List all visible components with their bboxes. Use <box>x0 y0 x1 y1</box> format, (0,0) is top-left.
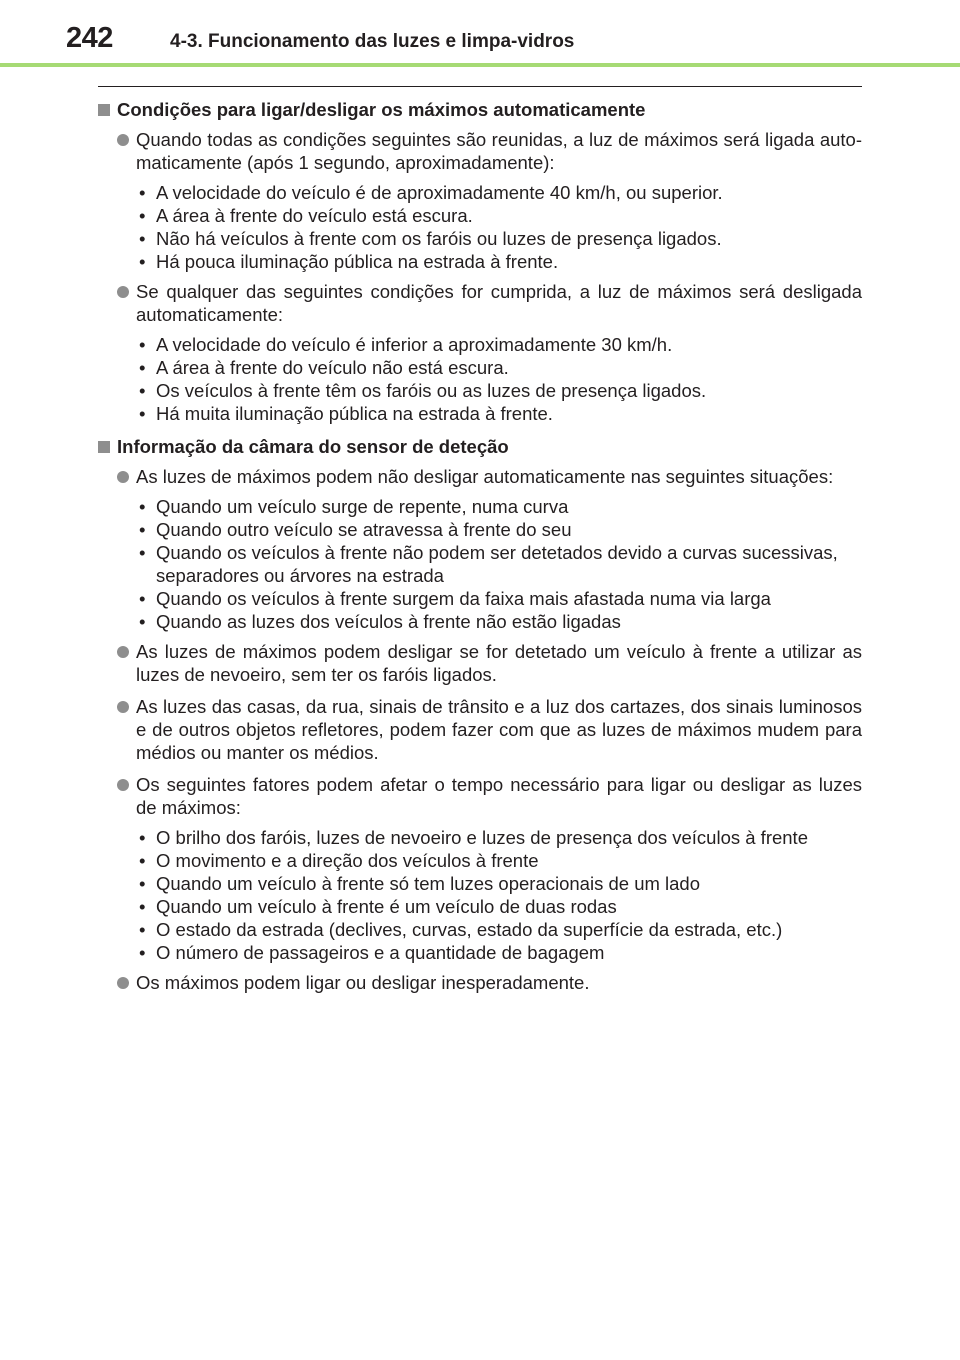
square-bullet-icon <box>98 441 110 453</box>
sub-bullet-item: • A velocidade do veículo é inferior a aproximadamente 30 km/h. <box>139 334 673 355</box>
sub-bullet-item: • O número de passageiros e a quantidade de bagagem <box>139 942 605 963</box>
list-item <box>98 280 862 425</box>
dot-icon: • <box>139 182 146 203</box>
list-item <box>98 128 862 273</box>
list-item <box>98 465 862 633</box>
section-heading <box>98 98 862 121</box>
list-item <box>98 640 862 686</box>
list-item <box>98 695 862 764</box>
section-heading <box>98 435 862 458</box>
sub-bullet-list <box>136 495 862 633</box>
dot-icon: • <box>139 205 146 226</box>
sub-bullet-list <box>136 826 862 964</box>
dot-icon: • <box>139 919 146 940</box>
sub-bullet-item: • O estado da estrada (declives, curvas, estado da superfície da estrada, etc.) <box>139 919 783 940</box>
sub-bullet-item: • Quando outro veículo se atravessa à frente do seu <box>139 519 572 540</box>
sub-bullet-item: • Os veículos à frente têm os faróis ou as luzes de presença ligados. <box>139 380 707 401</box>
section-heading-text: Condições para ligar/desligar os máximos automaticamente <box>117 99 646 120</box>
dot-icon: • <box>139 496 146 517</box>
dot-icon: • <box>139 542 146 563</box>
sub-bullet-item: • Quando os veículos à frente surgem da faixa mais afastada numa via larga <box>139 588 771 609</box>
sub-bullet-item: • Quando um veículo à frente é um veículo de duas rodas <box>139 896 617 917</box>
circle-bullet-icon <box>117 701 129 713</box>
list-item <box>98 773 862 964</box>
item-text: Os seguintes fatores podem afetar o tempo necessário para ligar ou desligar as luzes de máximos: <box>136 774 862 818</box>
sub-bullet-item: • Quando as luzes dos veículos à frente não estão ligadas <box>139 611 621 632</box>
list-item <box>98 971 862 994</box>
sub-bullet-item: • Quando os veículos à frente não podem ser detetados devido a curvas sucessivas, separadores ou árvores na estrada <box>139 542 838 586</box>
dot-icon: • <box>139 519 146 540</box>
dot-icon: • <box>139 228 146 249</box>
circle-bullet-icon <box>117 134 129 146</box>
item-text: As luzes das casas, da rua, sinais de trânsito e a luz dos cartazes, dos sinais luminosos e de outros objetos refletores, podem fazer com que as luzes de máximos mudem para médios ou manter os médios. <box>136 696 862 763</box>
sub-bullet-item: • Não há veículos à frente com os faróis ou luzes de presença ligados. <box>139 228 722 249</box>
circle-bullet-icon <box>117 779 129 791</box>
section-heading-text: Informação da câmara do sensor de deteção <box>117 436 509 457</box>
sub-bullet-item: • A área à frente do veículo está escura. <box>139 205 473 226</box>
sub-bullet-item: • O movimento e a direção dos veículos à frente <box>139 850 539 871</box>
dot-icon: • <box>139 942 146 963</box>
sub-bullet-item: • Quando um veículo surge de repente, numa curva <box>139 496 569 517</box>
content-top-rule <box>98 86 862 87</box>
sub-bullet-item: • Há muita iluminação pública na estrada à frente. <box>139 403 553 424</box>
sub-bullet-item: • Quando um veículo à frente só tem luzes operacionais de um lado <box>139 873 701 894</box>
dot-icon: • <box>139 403 146 424</box>
item-text: Se qualquer das seguintes condições for cumprida, a luz de máximos será desligada automaticamente: <box>136 281 862 325</box>
sub-bullet-item: • Há pouca iluminação pública na estrada à frente. <box>139 251 559 272</box>
sub-bullet-item: • A área à frente do veículo não está escura. <box>139 357 509 378</box>
circle-bullet-icon <box>117 646 129 658</box>
item-text: As luzes de máximos podem não desligar automaticamente nas seguintes situações: <box>136 466 834 487</box>
item-text: Os máximos podem ligar ou desligar inesperadamente. <box>136 972 590 993</box>
sub-bullet-item: • O brilho dos faróis, luzes de nevoeiro e luzes de presença dos veículos à frente <box>139 827 808 848</box>
dot-icon: • <box>139 357 146 378</box>
square-bullet-icon <box>98 104 110 116</box>
dot-icon: • <box>139 251 146 272</box>
circle-bullet-icon <box>117 977 129 989</box>
dot-icon: • <box>139 588 146 609</box>
page-number: 242 <box>66 22 113 54</box>
dot-icon: • <box>139 334 146 355</box>
sub-bullet-item: • A velocidade do veículo é de aproximadamente 40 km/h, ou superior. <box>139 182 723 203</box>
section-title: 4-3. Funcionamento das luzes e limpa-vidros <box>170 31 575 52</box>
dot-icon: • <box>139 380 146 401</box>
dot-icon: • <box>139 827 146 848</box>
sub-bullet-list <box>136 181 862 273</box>
header-rule <box>0 63 960 67</box>
sub-bullet-list <box>136 333 862 425</box>
circle-bullet-icon <box>117 286 129 298</box>
item-text: Quando todas as condições seguintes são reunidas, a luz de máximos será ligada auto-maticamente (após 1 segundo, aproximadamente): <box>136 129 862 173</box>
dot-icon: • <box>139 611 146 632</box>
dot-icon: • <box>139 873 146 894</box>
content-body <box>98 98 862 1001</box>
page-header <box>0 0 960 66</box>
item-text: As luzes de máximos podem desligar se for detetado um veículo à frente a utilizar as luzes de nevoeiro, sem ter os faróis ligados. <box>136 641 862 685</box>
dot-icon: • <box>139 896 146 917</box>
circle-bullet-icon <box>117 471 129 483</box>
dot-icon: • <box>139 850 146 871</box>
